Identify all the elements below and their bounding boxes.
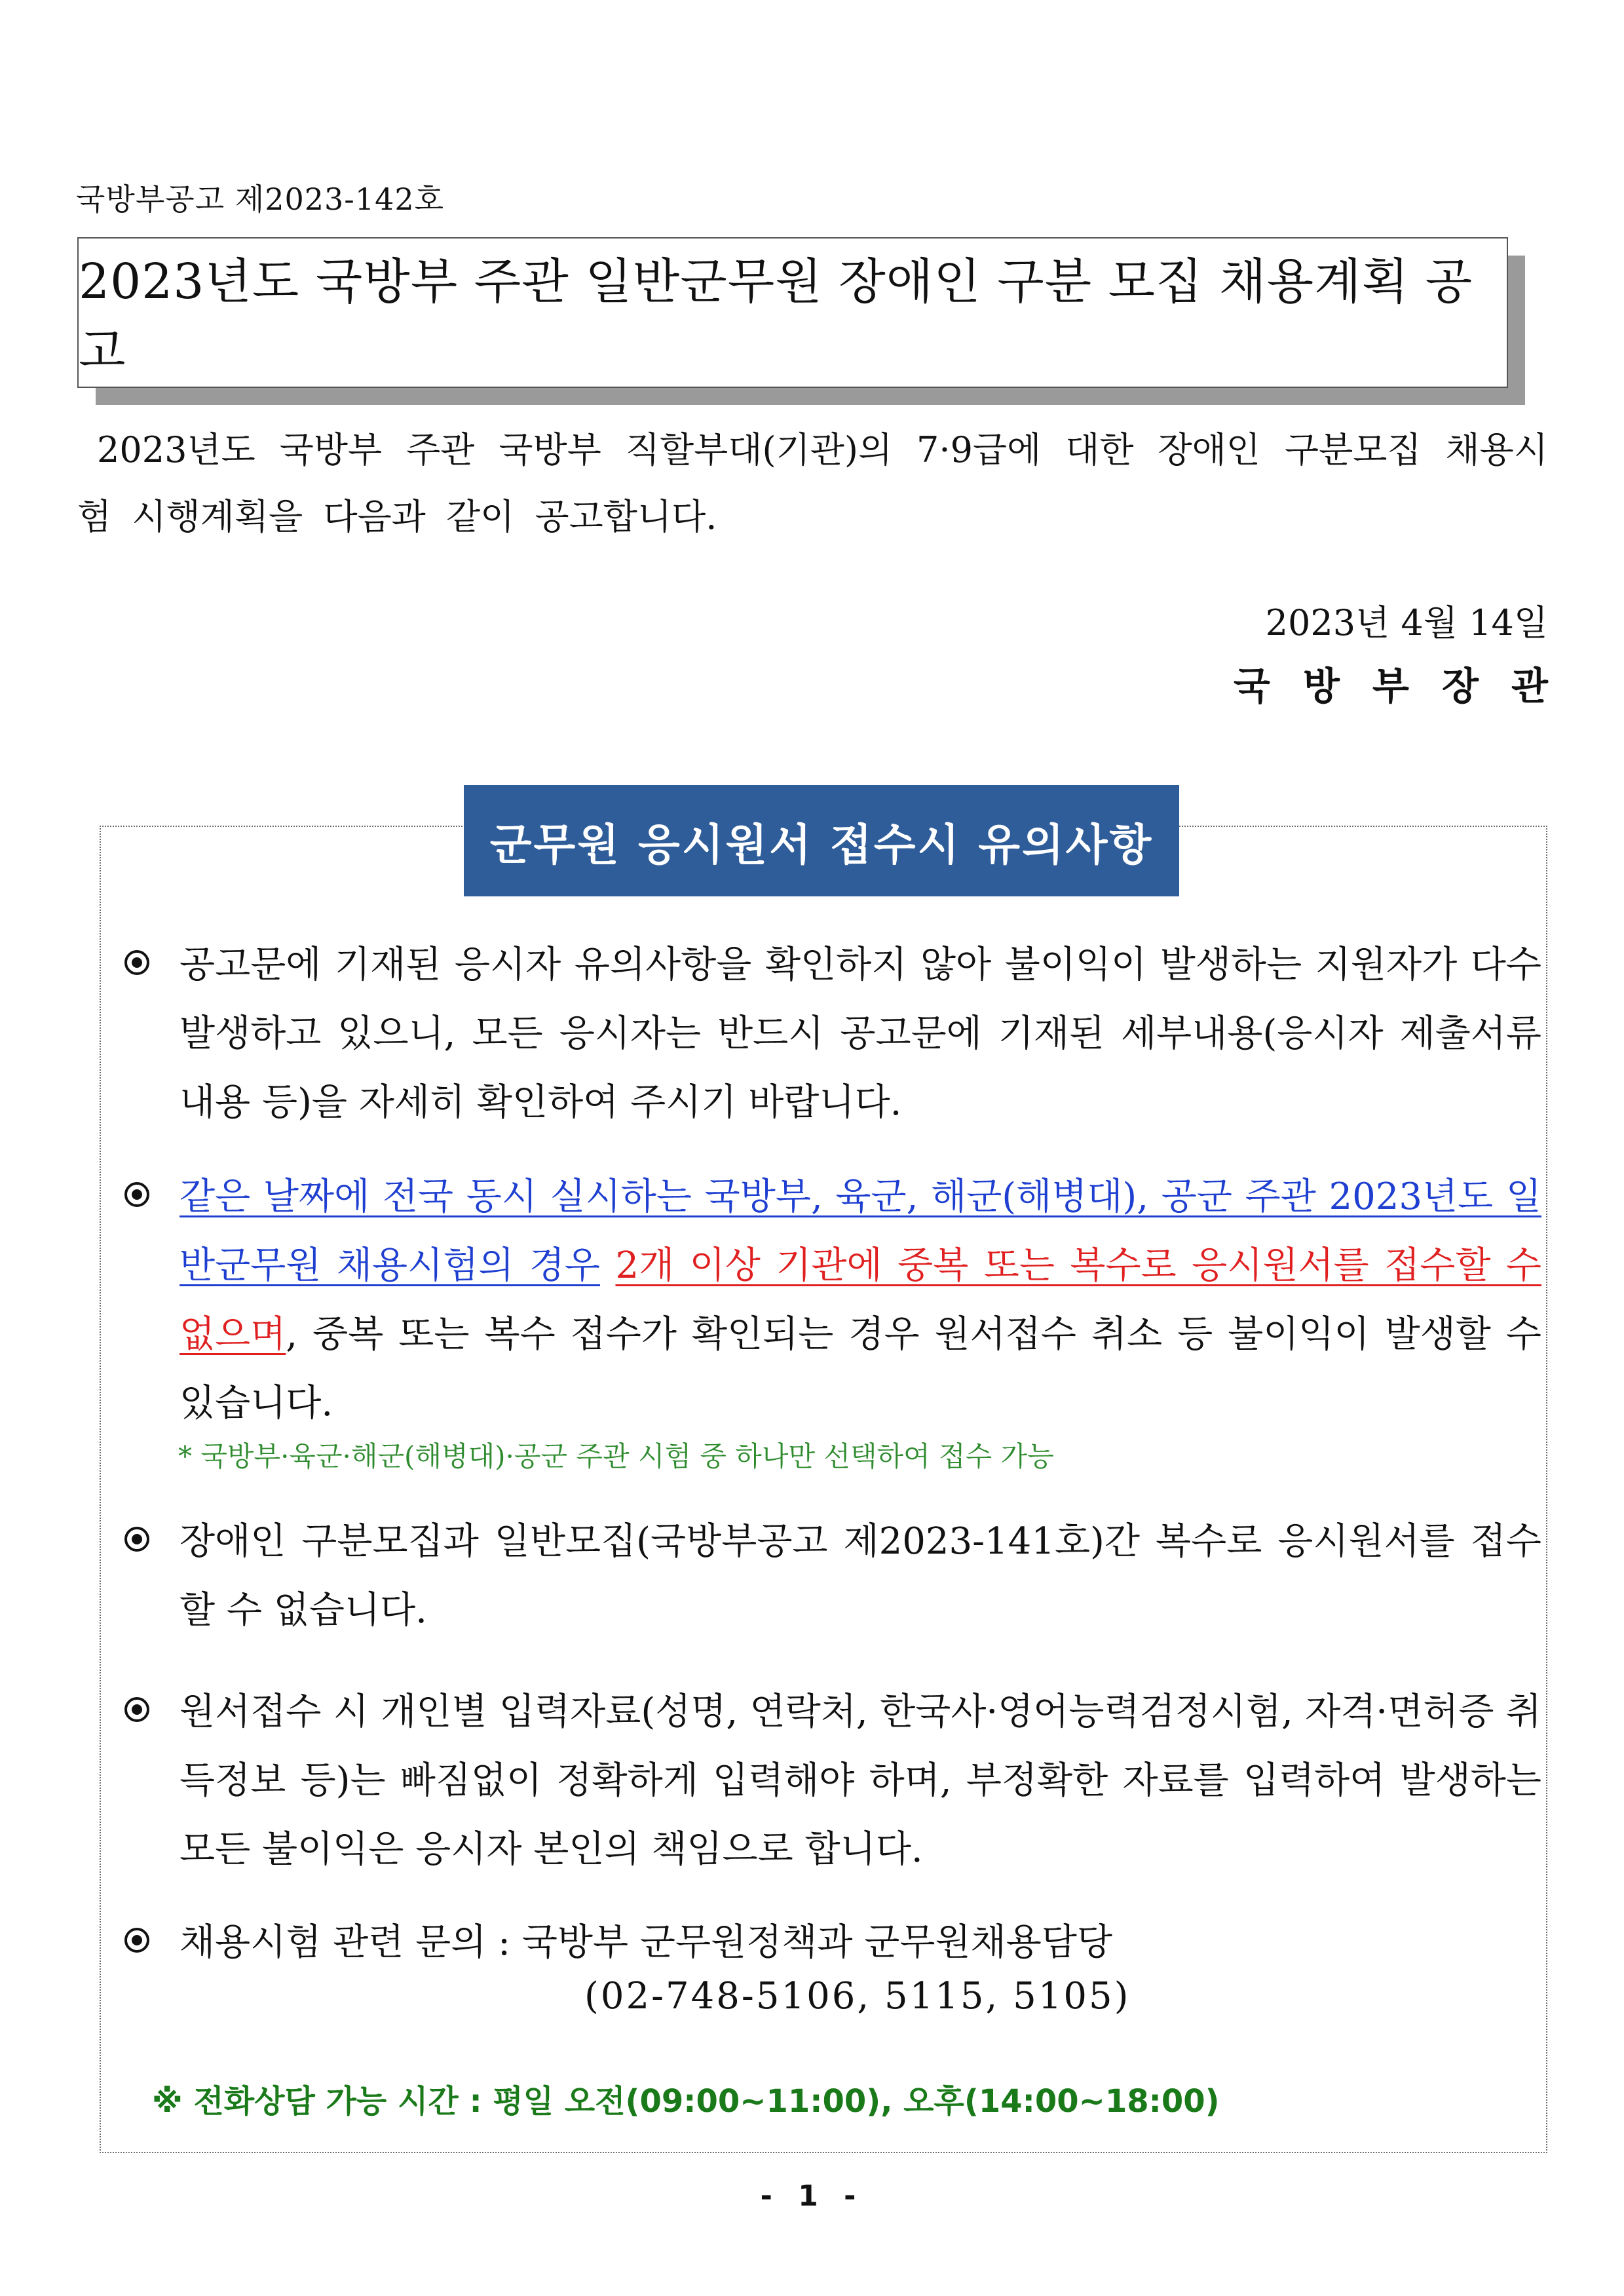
notice-item-1-text: 공고문에 기재된 응시자 유의사항을 확인하지 않아 불이익이 발생하는 지원자가 다수 발생하고 있으니, 모든 응시자는 반드시 공고문에 기재된 세부내용(응시자 제출서류 내용 등)을 자세히 확인하여 주시기 바랍니다.	[179, 944, 1541, 1124]
notice-heading: 군무원 응시원서 접수시 유의사항	[464, 785, 1179, 896]
notice-item-2-text	[179, 1162, 1541, 1438]
notice-number: 국방부공고 제2023-142호	[76, 182, 445, 217]
issuer-name: 국방부장관	[1233, 664, 1581, 708]
notice-item-5-text: 채용시험 관련 문의 : 국방부 군무원정책과 군무원채용담당	[179, 1921, 1112, 1964]
bullet-icon	[124, 950, 149, 975]
document-title: 2023년도 국방부 주관 일반군무원 장애인 구분 모집 채용계획 공고	[77, 237, 1508, 388]
notice-item-2-blue-text: 같은 날짜에 전국 동시 실시하는 국방부, 육군, 해군(해병대), 공군 주관 2023년도 일반군무원 채용시험의 경우	[179, 1176, 1541, 1287]
notice-item-5	[124, 1908, 1541, 1977]
notice-item-1	[124, 930, 1541, 1137]
issue-date: 2023년 4월 14일	[1265, 602, 1548, 643]
bullet-icon	[124, 1182, 149, 1207]
phone-hours: ※ 전화상담 가능 시간 : 평일 오전(09:00~11:00), 오후(14:00~18:00)	[152, 2083, 1220, 2120]
bullet-icon	[124, 1928, 149, 1953]
notice-item-2-note: * 국방부·육군·해군(해병대)·공군 주관 시험 중 하나만 선택하여 접수 가능	[178, 1440, 1054, 1472]
notice-item-4	[124, 1677, 1541, 1884]
bullet-icon	[124, 1697, 149, 1722]
notice-item-3	[124, 1507, 1541, 1645]
notice-item-4-text: 원서접수 시 개인별 입력자료(성명, 연락처, 한국사·영어능력검정시험, 자격·면허증 취득정보 등)는 빠짐없이 정확하게 입력해야 하며, 부정확한 자료를 입력하여 발생하는 모든 불이익은 응시자 본인의 책임으로 합니다.	[179, 1691, 1541, 1871]
contact-phone: (02-748-5106, 5115, 5105)	[584, 1975, 1131, 2018]
notice-item-2-rest-text: , 중복 또는 복수 접수가 확인되는 경우 원서접수 취소 등 불이익이 발생할 수 있습니다.	[179, 1313, 1541, 1425]
notice-item-2-red-text: 2개 이상 기관에 중복 또는 복수로 응시원서를 접수할 수 없으며	[179, 1244, 1541, 1356]
notice-item-3-text: 장애인 구분모집과 일반모집(국방부공고 제2023-141호)간 복수로 응시원서를 접수할 수 없습니다.	[179, 1520, 1541, 1632]
page-number: - 1 -	[760, 2179, 864, 2213]
bullet-icon	[124, 1527, 149, 1552]
notice-item-2	[124, 1162, 1541, 1438]
intro-paragraph: 2023년도 국방부 주관 국방부 직할부대(기관)의 7·9급에 대한 장애인 구분모집 채용시험 시행계획을 다음과 같이 공고합니다.	[77, 429, 1548, 537]
